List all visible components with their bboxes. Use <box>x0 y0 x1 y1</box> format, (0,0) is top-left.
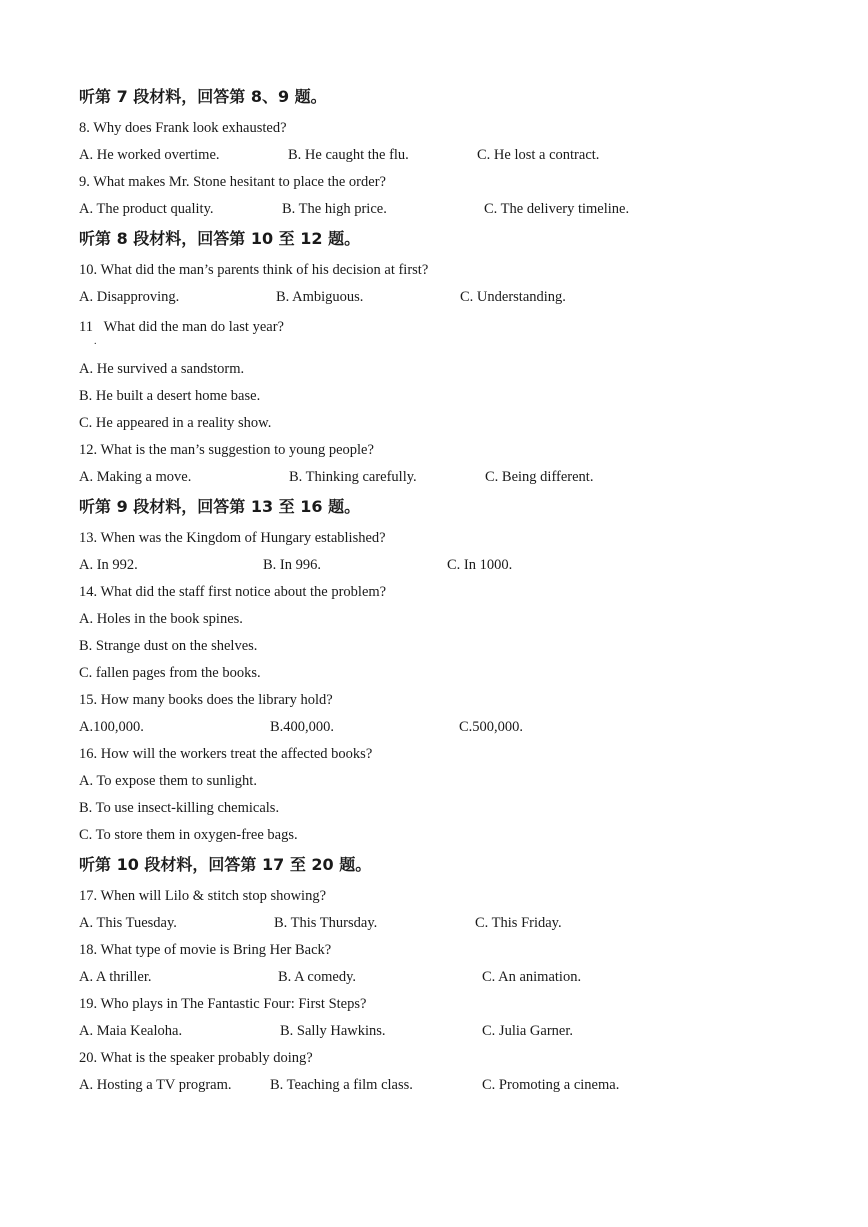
option-a: A. The product quality. <box>79 201 214 217</box>
option-c: C. This Friday. <box>475 915 562 931</box>
option-a: A. Holes in the book spines. <box>79 611 243 627</box>
question-text: 16. How will the workers treat the affected books? <box>79 746 373 762</box>
option-c: C. Being different. <box>485 469 594 485</box>
option-b: B. This Thursday. <box>274 915 378 931</box>
option-a: A. Disapproving. <box>79 289 180 305</box>
question-text: 18. What type of movie is Bring Her Back? <box>79 942 332 958</box>
question-text: 12. What is the man’s suggestion to young people? <box>79 442 374 458</box>
option-b: B.400,000. <box>270 719 335 735</box>
option-b: B. He built a desert home base. <box>79 388 261 404</box>
section-heading: 听第 8 段材料，回答第 10 至 12 题。 <box>79 229 361 248</box>
section-heading: 听第 10 段材料，回答第 17 至 20 题。 <box>79 855 372 874</box>
section-heading: 听第 9 段材料，回答第 13 至 16 题。 <box>79 497 361 516</box>
question-text: 20. What is the speaker probably doing? <box>79 1050 313 1066</box>
option-b: B. Ambiguous. <box>276 289 364 305</box>
question-text: 11 What did the man do last year? <box>79 319 284 335</box>
option-a: A. A thriller. <box>79 969 152 985</box>
section-heading: 听第 7 段材料，回答第 8、9 题。 <box>79 87 327 106</box>
stray-mark: . <box>94 336 97 347</box>
question-text: 17. When will Lilo & stitch stop showing? <box>79 888 327 904</box>
option-b: B. A comedy. <box>278 969 357 985</box>
option-a: A. Making a move. <box>79 469 192 485</box>
question-text: 13. When was the Kingdom of Hungary established? <box>79 530 386 546</box>
question-text: 15. How many books does the library hold? <box>79 692 333 708</box>
option-a: A. Maia Kealoha. <box>79 1023 183 1039</box>
option-a: A. To expose them to sunlight. <box>79 773 257 789</box>
option-a: A. This Tuesday. <box>79 915 177 931</box>
option-c: C. He lost a contract. <box>477 147 600 163</box>
option-c: C. To store them in oxygen-free bags. <box>79 827 298 843</box>
option-c: C. In 1000. <box>447 557 513 573</box>
option-c: C. The delivery timeline. <box>484 201 630 217</box>
question-text: 9. What makes Mr. Stone hesitant to place the order? <box>79 174 386 190</box>
option-c: C. Understanding. <box>460 289 566 305</box>
option-b: B. To use insect-killing chemicals. <box>79 800 280 816</box>
question-text: 19. Who plays in The Fantastic Four: First Steps? <box>79 996 367 1012</box>
option-b: B. He caught the flu. <box>288 147 409 163</box>
option-a: A. In 992. <box>79 557 138 573</box>
option-b: B. The high price. <box>282 201 387 217</box>
option-b: B. Sally Hawkins. <box>280 1023 386 1039</box>
option-b: B. In 996. <box>263 557 321 573</box>
question-text: 14. What did the staff first notice about the problem? <box>79 584 387 600</box>
question-text: 8. Why does Frank look exhausted? <box>79 120 287 136</box>
option-b: B. Strange dust on the shelves. <box>79 638 258 654</box>
option-c: C. Promoting a cinema. <box>482 1077 620 1093</box>
option-c: C. An animation. <box>482 969 582 985</box>
option-b: B. Thinking carefully. <box>289 469 417 485</box>
option-a: A. He worked overtime. <box>79 147 220 163</box>
option-b: B. Teaching a film class. <box>270 1077 413 1093</box>
option-c: C. Julia Garner. <box>482 1023 574 1039</box>
option-c: C. He appeared in a reality show. <box>79 415 272 431</box>
option-a: A. He survived a sandstorm. <box>79 361 245 377</box>
option-c: C. fallen pages from the books. <box>79 665 261 681</box>
option-a: A.100,000. <box>79 719 144 735</box>
option-a: A. Hosting a TV program. <box>79 1077 232 1093</box>
option-c: C.500,000. <box>459 719 524 735</box>
question-text: 10. What did the man’s parents think of his decision at first? <box>79 262 429 278</box>
